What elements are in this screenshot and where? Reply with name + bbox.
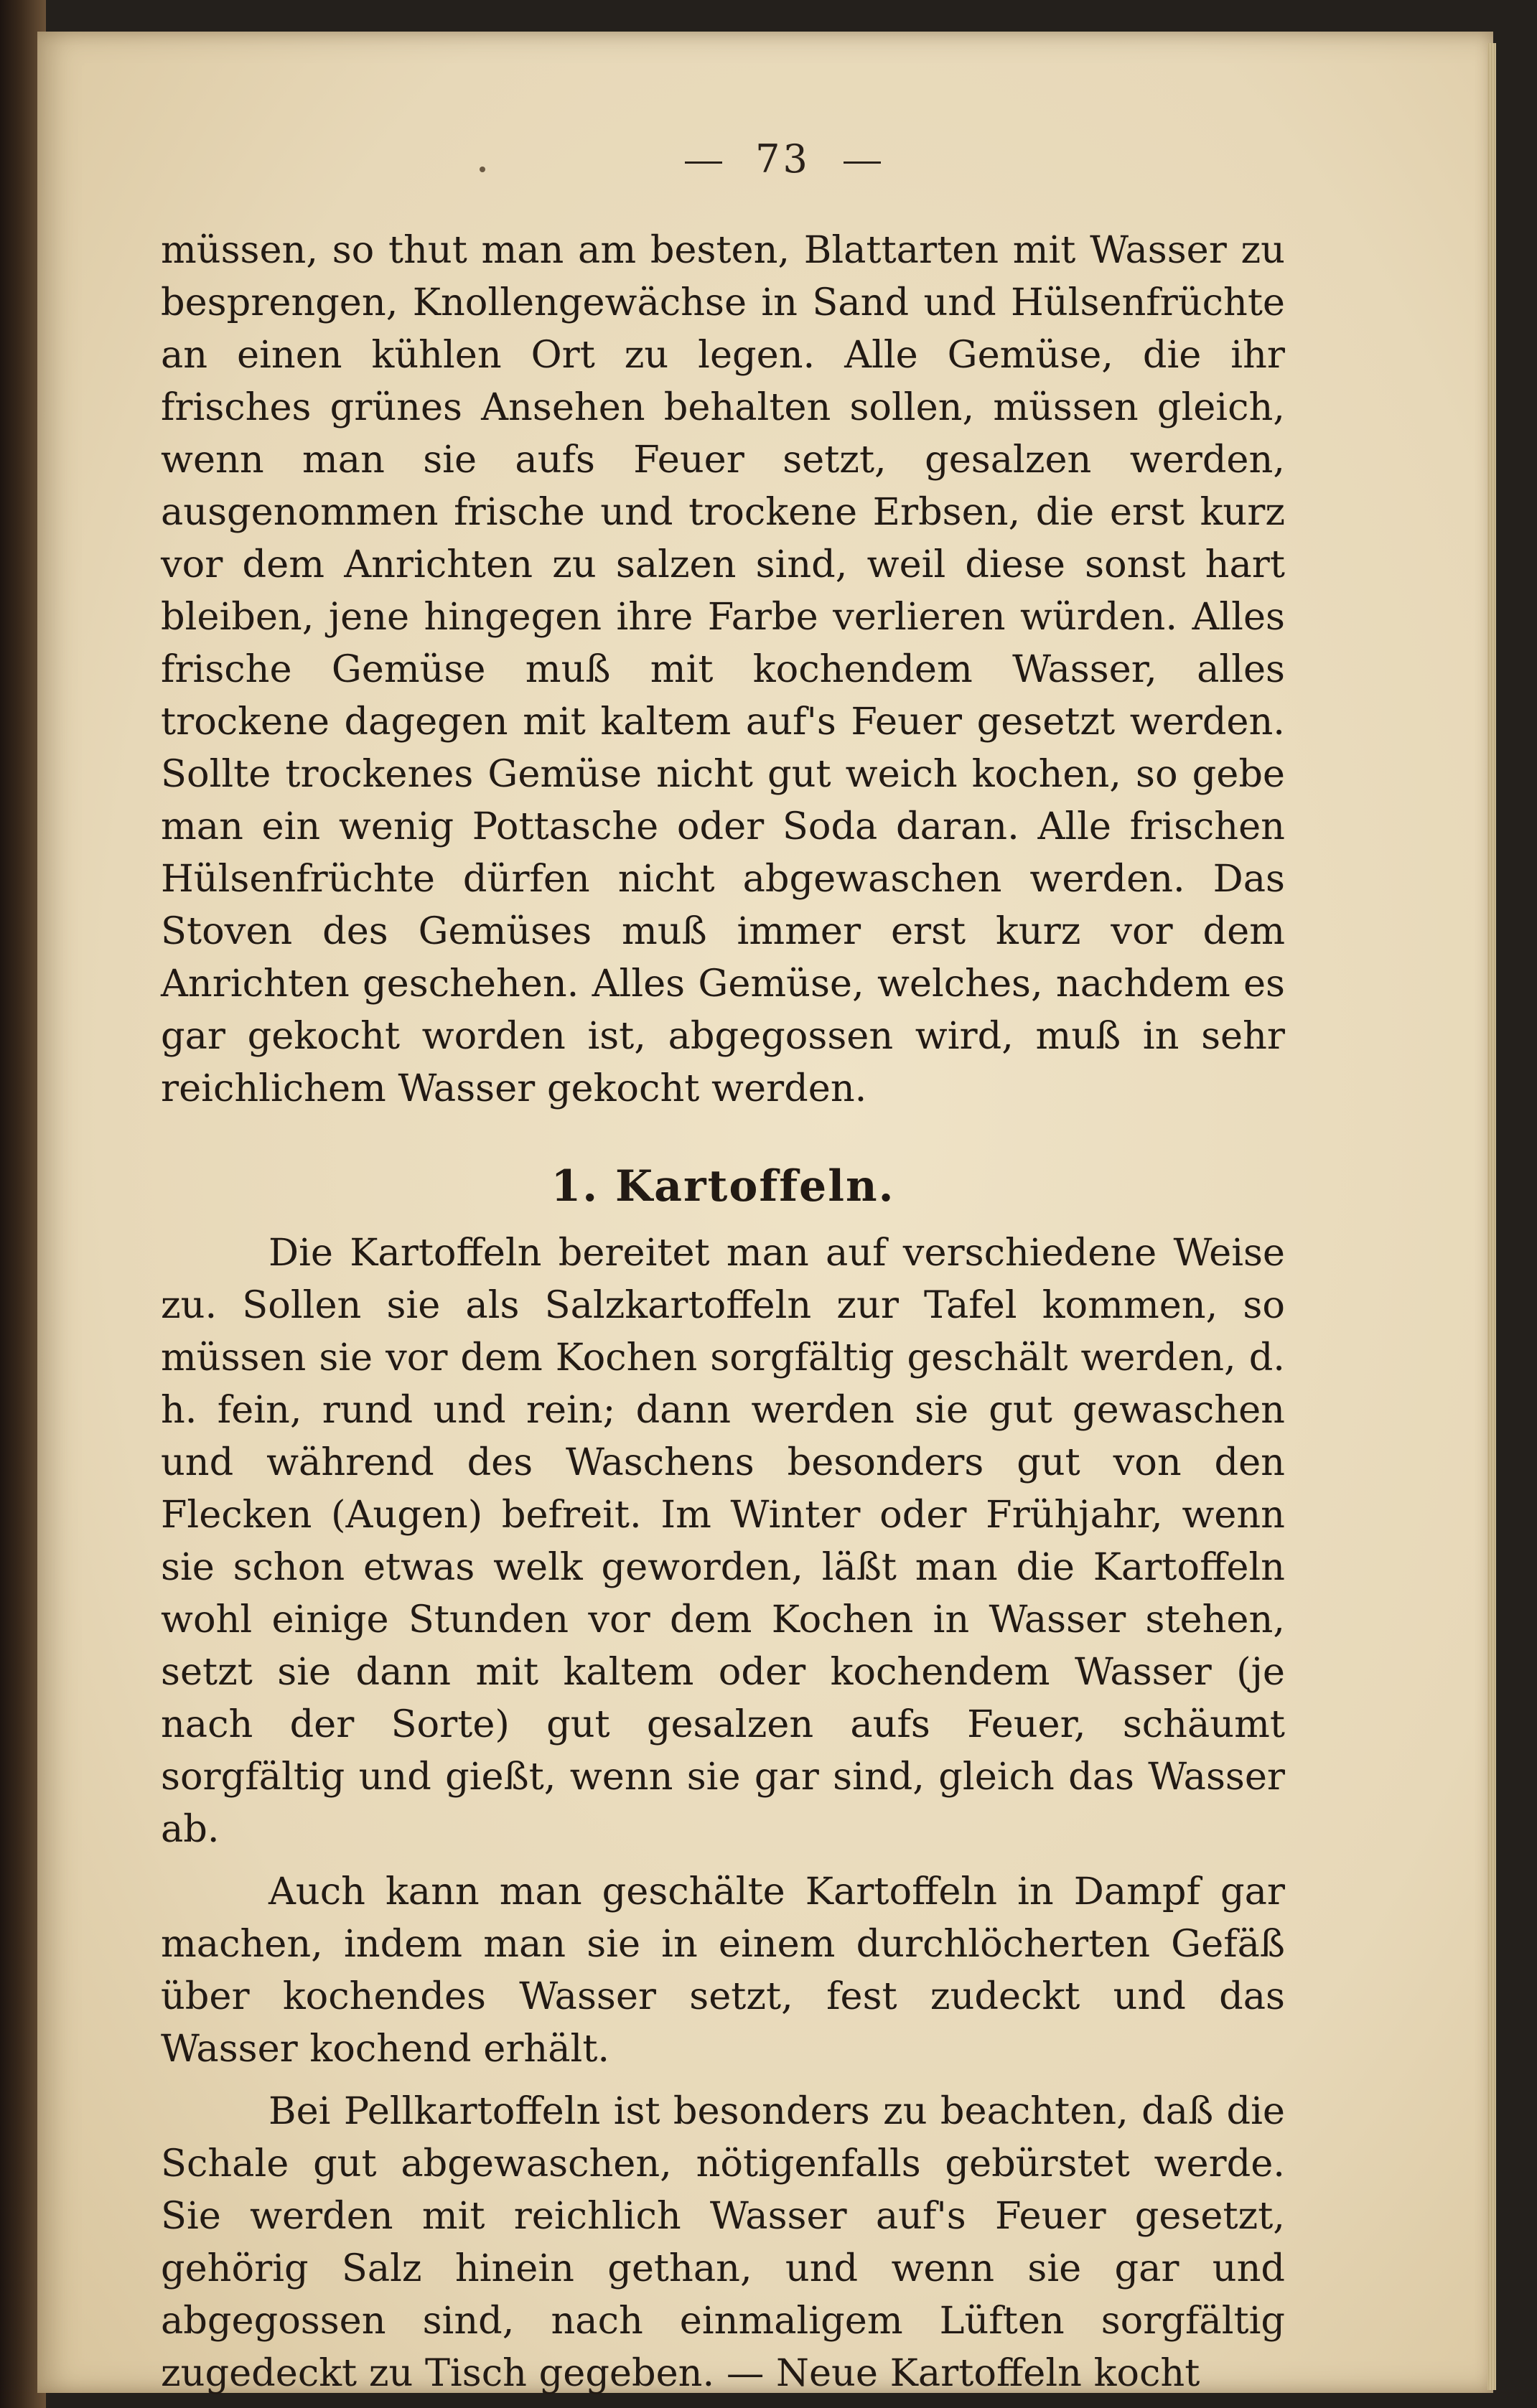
header-dash-left xyxy=(685,161,722,164)
paragraph-kartoffeln-2: Auch kann man geschälte Kartoffeln in Dampf gar machen, indem man sie in einem durchlöcherten Gefäß über kochendes Wasser setzt, fest zudeckt und das Wasser kochend erhält. xyxy=(161,1870,1285,2071)
section-heading: 1. Kartoffeln. xyxy=(551,1161,895,1212)
page-edge xyxy=(1487,43,1496,2390)
header-dash-right xyxy=(844,161,881,164)
page-body xyxy=(161,224,1285,2399)
page-number: 73 xyxy=(755,136,810,182)
paragraph-kartoffeln-1: Die Kartoffeln bereitet man auf verschiedene Weise zu. Sollen sie als Salzkartoffeln zur Tafel kommen, so müssen sie vor dem Kochen sorgfältig geschält werden, d. h. fein, rund und rein; dann werden sie gut gewaschen und während des Waschens besonders gut von den Flecken (Augen) befreit. Im Winter oder Frühjahr, wenn sie schon etwas welk geworden, läßt man die Kartoffeln wohl einige Stunden vor dem Kochen in Wasser stehen, setzt sie dann mit kaltem oder kochendem Wasser (je nach der Sorte) gut gesalzen aufs Feuer, schäumt sorgfältig und gießt, wenn sie gar sind, gleich das Wasser ab. xyxy=(161,1231,1285,1851)
paragraph-kartoffeln-3: Bei Pellkartoffeln ist besonders zu beachten, daß die Schale gut abgewaschen, nötigenfalls gebürstet werde. Sie werden mit reichlich Wasser auf's Feuer gesetzt, gehörig Salz hinein gethan, und wenn sie gar und abgegossen sind, nach einmaligem Lüften sorgfältig zugedeckt zu Tisch gegeben. — Neue Kartoffeln kocht xyxy=(161,2089,1285,2395)
page-header xyxy=(0,136,1537,187)
paragraph-intro: müssen, so thut man am besten, Blattarten mit Wasser zu besprengen, Knollengewächse in Sand und Hülsenfrüchte an einen kühlen Ort zu legen. Alle Gemüse, die ihr frisches grünes Ansehen behalten sollen, müssen gleich, wenn man sie aufs Feuer setzt, gesalzen werden, ausgenommen frische und trockene Erbsen, die erst kurz vor dem Anrichten zu salzen sind, weil diese sonst hart bleiben, jene hingegen ihre Farbe verlieren würden. Alles frische Gemüse muß mit kochendem Wasser, alles trockene dagegen mit kaltem auf's Feuer gesetzt werden. Sollte trockenes Gemüse nicht gut weich kochen, so gebe man ein wenig Pottasche oder Soda daran. Alle frischen Hülsenfrüchte dürfen nicht abgewaschen werden. Das Stoven des Gemüses muß immer erst kurz vor dem Anrichten geschehen. Alles Gemüse, welches, nachdem es gar gekocht worden ist, abgegossen wird, muß in sehr reichlichem Wasser gekocht werden. xyxy=(161,228,1285,1110)
